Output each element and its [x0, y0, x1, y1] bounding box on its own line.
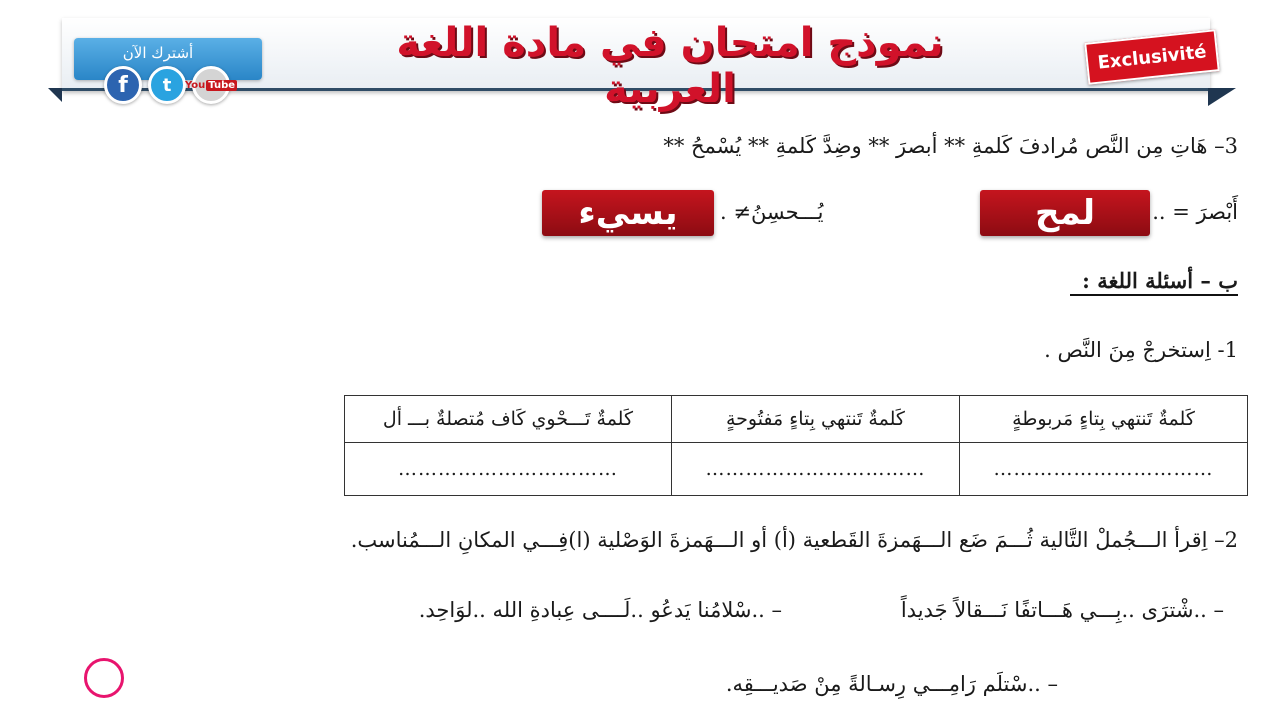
- subscribe-label: أشترك الآن: [122, 44, 194, 62]
- question-3-prompt: 3– هَاتِ مِن النَّص مُرادفَ كَلمةِ ** أبصرَ ** وضِدَّ كَلمةِ ** يُسْمحُ **: [663, 134, 1238, 158]
- banner-fold-right: [1208, 88, 1236, 106]
- youtube-icon-text-a: You: [184, 79, 206, 91]
- table-header-cell: كَلمةٌ تَنتهي بِتاءٍ مَفتُوحةٍ: [671, 396, 959, 443]
- table-header-cell: كَلمةٌ تَـــحْوي كَاف مُتصلةٌ بـــ أل: [345, 396, 672, 443]
- section-b-underline: [1070, 294, 1238, 296]
- table-header-cell: كَلمةٌ تَنتهي بِتاءٍ مَربوطةٍ: [959, 396, 1247, 443]
- synonym-answer-box: لمح: [980, 190, 1150, 236]
- banner-fold-left: [48, 88, 62, 102]
- page-title: نموذج امتحان في مادة اللغة العربية: [396, 20, 944, 112]
- twitter-icon[interactable]: t: [148, 66, 186, 104]
- synonym-label: أَبْصرَ = ..: [1152, 200, 1238, 224]
- answer-blank[interactable]: ……………………………: [959, 443, 1247, 496]
- answer-blank[interactable]: ……………………………: [345, 443, 672, 496]
- question-2-prompt: 2– اِقرأ الـــجُملْ التَّالية ثُـــمَ ضَع الـــهَمزةَ القَطعية (أ) أو الـــهَمزةَ الوَصْلية (ا)فِـــي المكانِ الـــمُناسب.: [350, 528, 1238, 552]
- extract-table: [344, 395, 1248, 496]
- antonym-label: يُـــحسِنُ≠ .: [720, 200, 824, 224]
- antonym-answer-box: يسيء: [542, 190, 714, 236]
- section-b-title: ب – أسئلة اللغة :: [1082, 268, 1238, 293]
- table-row: [345, 443, 1248, 496]
- table-header-row: [345, 396, 1248, 443]
- facebook-icon[interactable]: f: [104, 66, 142, 104]
- sentence-2: – ..سْلامُنا يَدعُو ..لَــــى عِبادةِ الله ..لوَاحِد.: [418, 598, 782, 622]
- sentence-1: – ..شْترَى ..بِـــي هَـــاتفًا نَـــقالاً جَديداً: [900, 598, 1224, 622]
- youtube-icon-text-b: Tube: [208, 79, 236, 91]
- exclusive-badge: Exclusivité: [1084, 29, 1220, 85]
- loading-spinner-icon: [84, 658, 124, 698]
- answer-blank[interactable]: ……………………………: [671, 443, 959, 496]
- question-1-prompt: 1- اِستخرجْ مِنَ النَّص .: [1044, 338, 1238, 362]
- youtube-icon[interactable]: [184, 66, 236, 104]
- sentence-3: – ..سْتلَم رَامِـــي رِسـالةً مِنْ صَديـــقِه.: [725, 672, 1058, 696]
